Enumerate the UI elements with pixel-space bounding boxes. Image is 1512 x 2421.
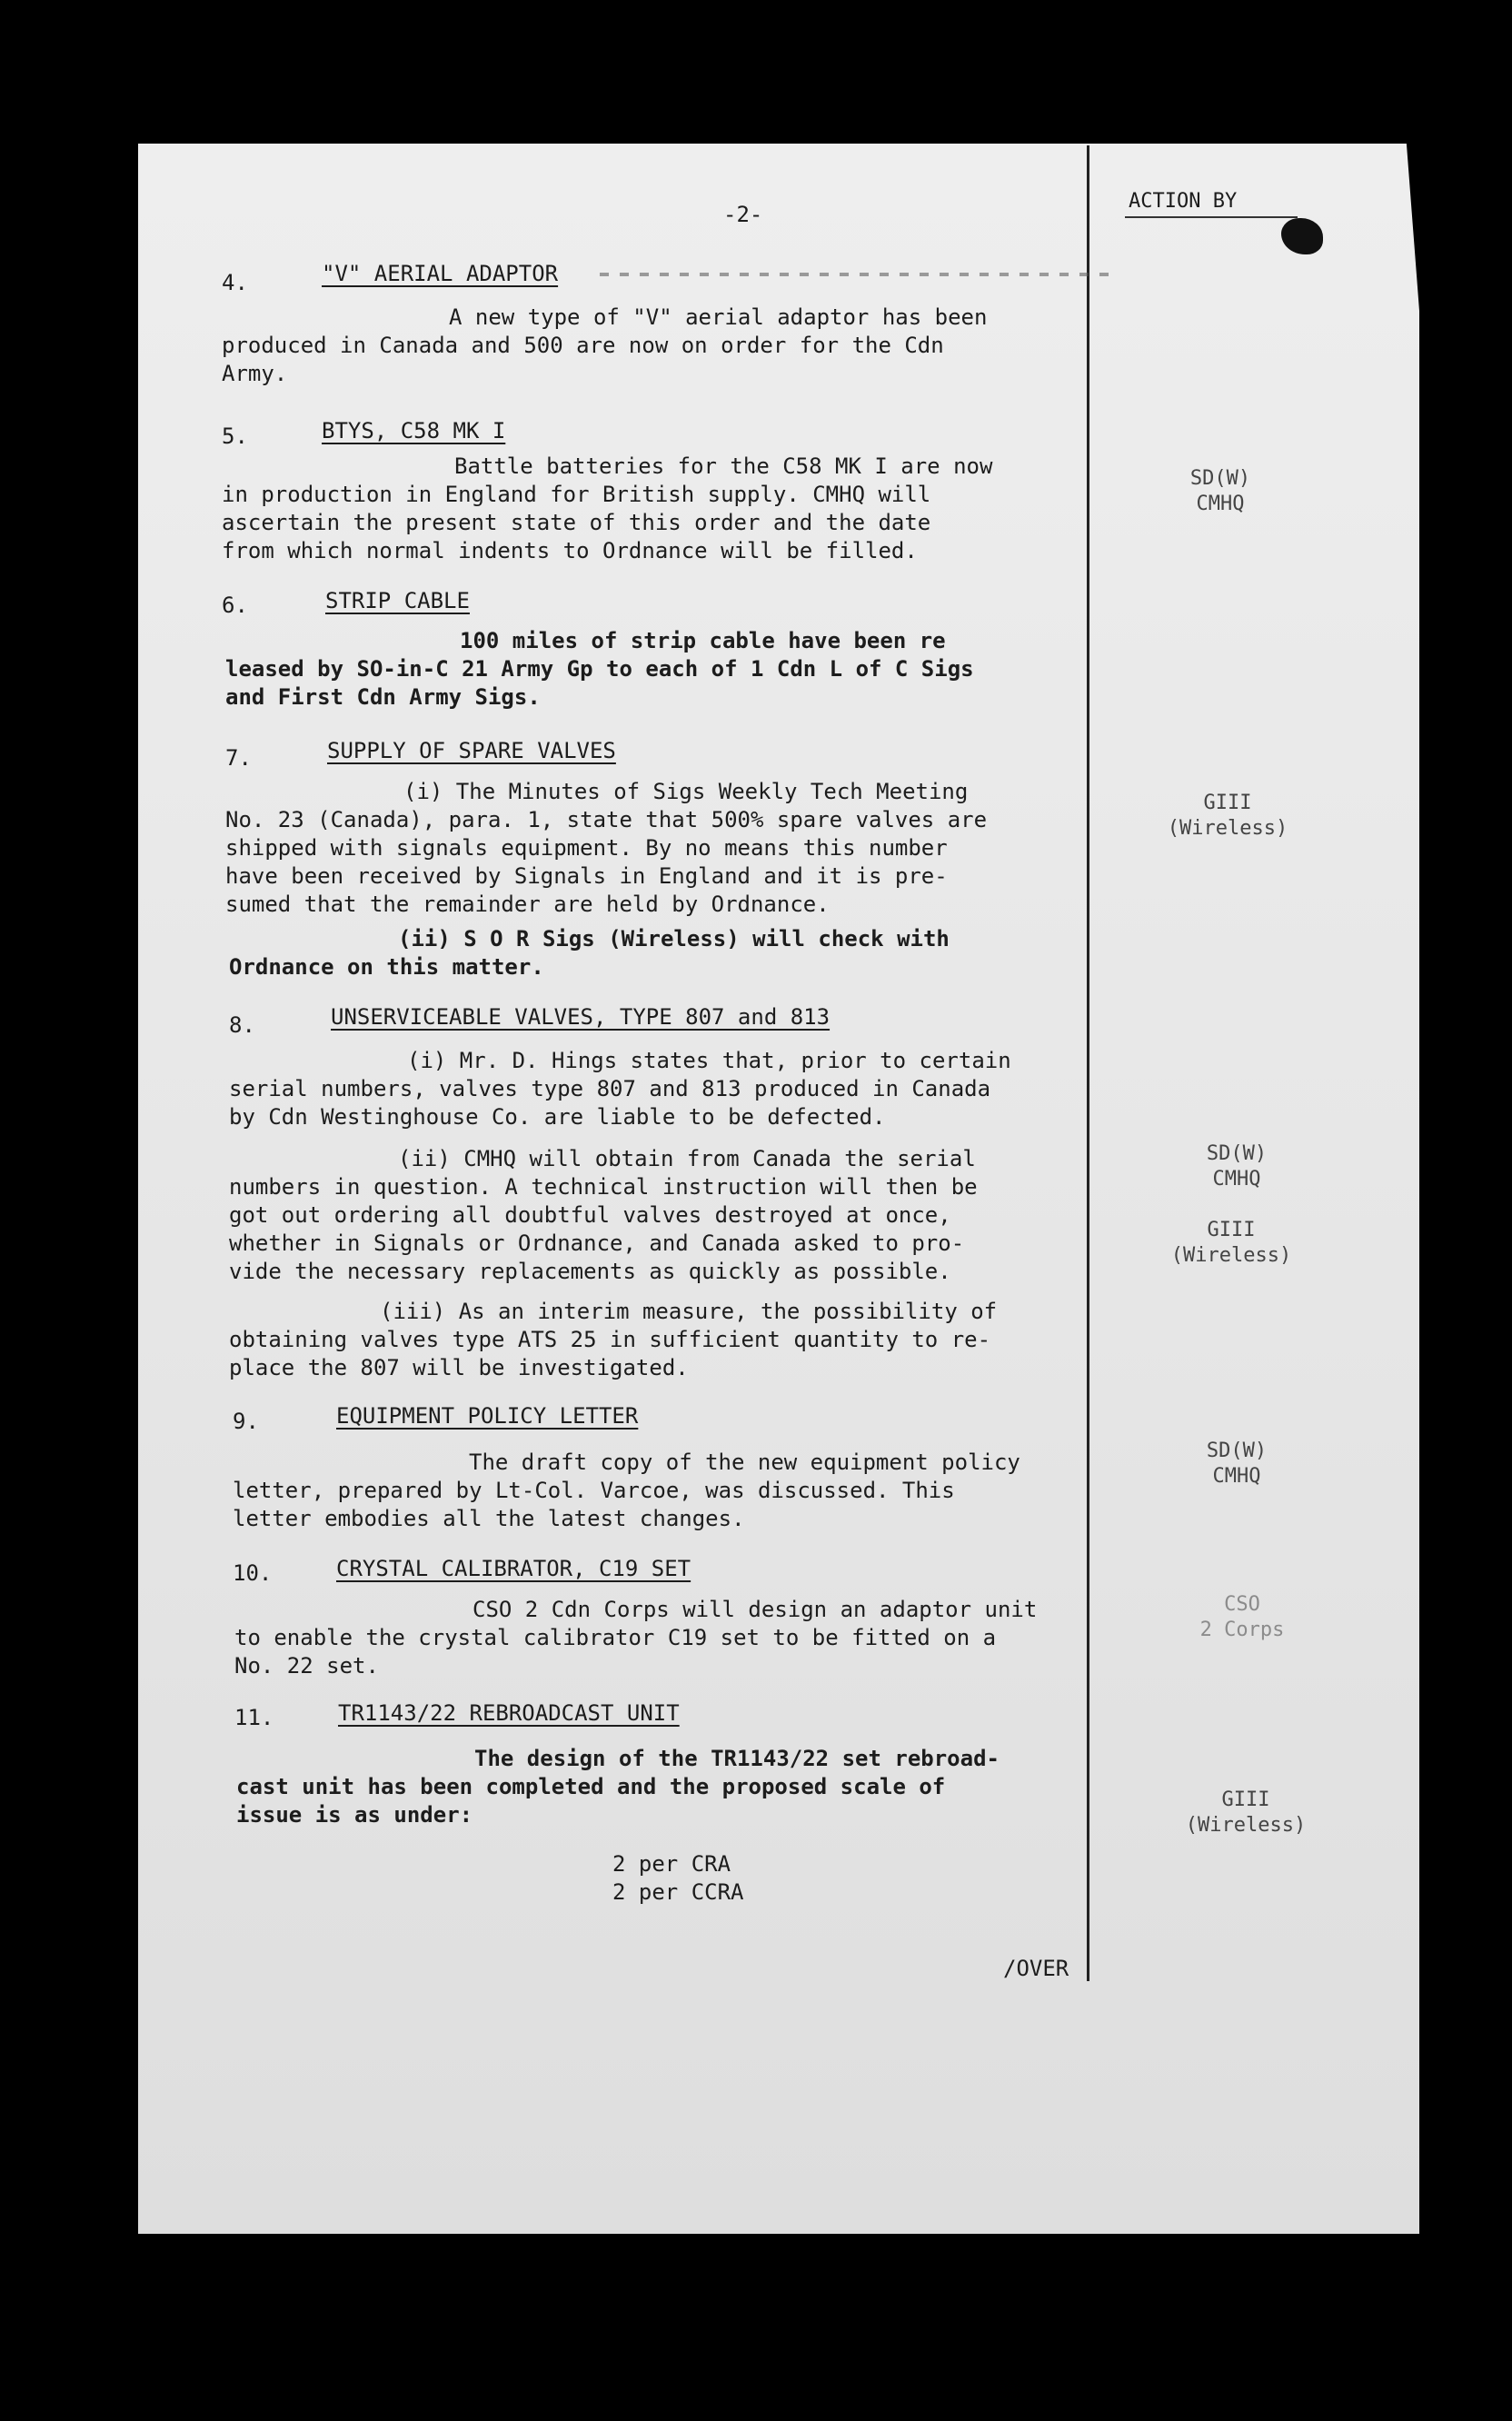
action-by-heading: ACTION BY <box>1129 190 1238 213</box>
issue-scale-list: 2 per CRA 2 per CCRA <box>612 1851 744 1905</box>
action-by-entry: CSO 2 Corps <box>1199 1593 1285 1641</box>
item-paragraph: (i) The Minutes of Sigs Weekly Tech Meeting No. 23 (Canada), para. 1, state that 500% spare valves are shipped with signals equipment. By no means this number have been received by Signals in England and it is pre- sumed that the remainder are held by Ordnance. <box>225 779 988 917</box>
item-number: 5. <box>222 423 248 449</box>
item-title: "V" AERIAL ADAPTOR <box>322 261 559 286</box>
item-title: SUPPLY OF SPARE VALVES <box>327 738 616 763</box>
item-paragraph: (i) Mr. D. Hings states that, prior to certain serial numbers, valves type 807 and 813 produced in Canada by Cdn Westinghouse Co. are liable to be defected. <box>229 1048 1011 1130</box>
action-by-entry: GIII (Wireless) <box>1185 1788 1307 1837</box>
column-divider <box>1087 145 1089 1981</box>
action-by-entry: SD(W) CMHQ <box>1189 467 1251 515</box>
action-by-entry: SD(W) CMHQ <box>1206 1440 1268 1488</box>
action-heading-rule <box>1125 216 1298 218</box>
ink-blot <box>1281 218 1323 254</box>
item-number: 4. <box>222 270 248 295</box>
page-number: -2- <box>723 202 763 227</box>
item-title: EQUIPMENT POLICY LETTER <box>336 1403 639 1429</box>
item-number: 10. <box>233 1560 273 1586</box>
item-number: 8. <box>229 1012 255 1038</box>
item-paragraph: The draft copy of the new equipment policy letter, prepared by Lt-Col. Varcoe, was discussed. This letter embodies all the latest changes. <box>233 1450 1020 1531</box>
item-number: 9. <box>233 1409 259 1434</box>
item-number: 6. <box>222 593 248 618</box>
dashed-line <box>600 273 1109 276</box>
item-title: UNSERVICEABLE VALVES, TYPE 807 and 813 <box>331 1004 831 1030</box>
over-marker: /OVER <box>1003 1956 1069 1981</box>
item-title: STRIP CABLE <box>325 588 470 613</box>
item-title: BTYS, C58 MK I <box>322 418 506 443</box>
item-paragraph: A new type of "V" aerial adaptor has been produced in Canada and 500 are now on order for the Cdn Army. <box>222 304 988 386</box>
item-title: CRYSTAL CALIBRATOR, C19 SET <box>336 1556 691 1581</box>
item-paragraph: Battle batteries for the C58 MK I are now in production in England for British supply. CMHQ will ascertain the present state of this order and the date from which normal indents to Ordnance will be filled. <box>222 453 993 563</box>
action-by-entry: GIII (Wireless) <box>1167 792 1288 840</box>
item-paragraph: (iii) As an interim measure, the possibility of obtaining valves type ATS 25 in sufficient quantity to re- place the 807 will be investigated. <box>229 1299 998 1380</box>
item-title: TR1143/22 REBROADCAST UNIT <box>338 1700 680 1726</box>
item-number: 7. <box>225 745 252 771</box>
action-by-entry: SD(W) CMHQ <box>1206 1142 1268 1191</box>
item-paragraph: CSO 2 Cdn Corps will design an adaptor unit to enable the crystal calibrator C19 set to be fitted on a No. 22 set. <box>234 1597 1038 1679</box>
item-paragraph: 100 miles of strip cable have been re leased by SO-in-C 21 Army Gp to each of 1 Cdn L of C Sigs and First Cdn Army Sigs. <box>225 628 974 710</box>
item-paragraph: The design of the TR1143/22 set rebroad- cast unit has been completed and the proposed scale of issue is as under: <box>236 1746 1000 1828</box>
action-by-entry: GIII (Wireless) <box>1170 1219 1292 1267</box>
item-paragraph: (ii) S O R Sigs (Wireless) will check with Ordnance on this matter. <box>229 926 950 980</box>
item-number: 11. <box>234 1705 274 1730</box>
item-paragraph: (ii) CMHQ will obtain from Canada the serial numbers in question. A technical instruction will then be got out ordering all doubtful valves destroyed at once, whether in Signals or Ordnance, and Canada asked to pro- vide the necessary replacements as quickly as possible. <box>229 1146 978 1284</box>
